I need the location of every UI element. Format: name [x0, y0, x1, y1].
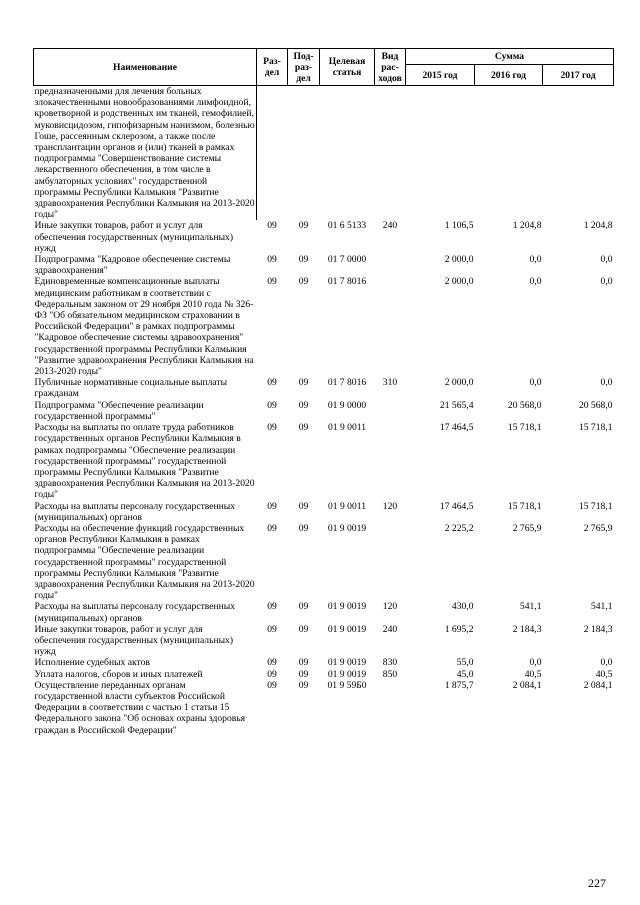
table-row [34, 377, 614, 399]
row-vid [375, 86, 406, 221]
row-target: 01 9 0019 [327, 668, 367, 680]
row-razdel: 09 [267, 500, 277, 512]
table-row [34, 657, 614, 668]
row-2016: 1 204,8 [512, 220, 542, 232]
row-razdel: 09 [267, 601, 277, 613]
table-row [34, 220, 614, 254]
row-razdel: 09 [267, 276, 277, 288]
row-podrazdel: 09 [298, 500, 309, 512]
row-podrazdel: 09 [298, 276, 309, 288]
row-2016: 2 765,9 [512, 522, 542, 534]
row-2017: 40,5 [595, 668, 613, 680]
row-target: 01 7 8016 [327, 377, 367, 389]
row-podrazdel: 09 [298, 377, 309, 389]
row-2016: 20 568,0 [507, 399, 542, 411]
row-target: 01 9 0019 [327, 522, 367, 534]
row-target: 01 9 0019 [327, 657, 367, 669]
row-name: Расходы на выплаты персоналу государственных (муниципальных) органов [34, 500, 236, 523]
table-row [34, 400, 614, 422]
row-2016: 40,5 [524, 668, 542, 680]
table-row [34, 624, 614, 658]
row-name: Иные закупки товаров, работ и услуг для обеспечения государственных (муниципальных) нужд [34, 220, 234, 254]
row-2016: 0,0 [529, 377, 542, 389]
row-2015: 45,0 [456, 668, 474, 680]
header-vid: Вид рас-ходов [375, 49, 406, 86]
row-2015: 430,0 [451, 601, 474, 613]
row-name: Расходы на обеспечение функций государственных органов Республики Калмыкия в рамках подпрограммы "Обеспечение реализации государственной программы" государственной программы Республики Калмыкия "Развитие здравоохранения Республики Калмыкия на 2013-2020 годы" [34, 522, 255, 602]
row-2017 [543, 86, 614, 221]
row-vid [375, 680, 406, 736]
row-razdel: 09 [267, 377, 277, 389]
row-target: 01 7 8016 [327, 276, 367, 288]
row-2015: 21 565,4 [439, 399, 474, 411]
table-row [34, 276, 614, 377]
row-2017: 1 204,8 [583, 220, 613, 232]
row-name: Осуществление переданных органам государственной власти субъектов Российской Федерации в соответствии с частью 1 статьи 15 Федерального закона "Об основах охраны здоровья граждан в Российской Федерации" [34, 679, 246, 736]
row-razdel: 09 [267, 522, 277, 534]
row-name: Публичные нормативные социальные выплаты гражданам [34, 377, 228, 400]
page-number: 227 [588, 876, 606, 890]
row-vid [375, 523, 406, 601]
table-row [34, 254, 614, 276]
row-2015: 55,0 [456, 657, 474, 669]
table-row [34, 669, 614, 680]
header-name: Наименование [34, 49, 257, 86]
row-2015: 17 464,5 [439, 500, 474, 512]
row-2016: 15 718,1 [507, 500, 542, 512]
row-2015: 2 000,0 [444, 377, 474, 389]
row-podrazdel: 09 [298, 422, 309, 434]
row-2016: 0,0 [529, 276, 542, 288]
row-2016: 2 184,3 [512, 623, 542, 635]
row-2017: 0,0 [600, 276, 613, 288]
row-2017: 541,1 [590, 601, 613, 613]
row-name: Подпрограмма "Обеспечение реализации государственной программы" [34, 399, 204, 422]
row-2016: 15 718,1 [507, 422, 542, 434]
header-2015: 2015 год [406, 65, 475, 86]
row-2017: 0,0 [600, 657, 613, 669]
row-2017: 15 718,1 [578, 500, 613, 512]
row-razdel: 09 [267, 422, 277, 434]
row-razdel: 09 [267, 220, 277, 232]
row-vid: 830 [382, 657, 398, 669]
row-target: 01 9 0019 [327, 601, 367, 613]
row-target: 01 9 0000 [327, 399, 367, 411]
table-row [34, 501, 614, 523]
row-2016: 2 084,1 [512, 679, 542, 691]
row-razdel: 09 [267, 679, 277, 691]
row-vid [375, 400, 406, 422]
row-razdel: 09 [267, 657, 277, 669]
row-razdel: 09 [267, 623, 277, 635]
row-2017: 2 184,3 [583, 623, 613, 635]
row-name: предназначенными для лечения больных злокачественными новообразованиями лимфоидной, кроветворной и родственных им тканей, гемофилией, муковисцидозом, гипофизарным нанизмом, болезнью Гоше, рассеянным склерозом, а также после трансплантации органов и (или) тканей в рамках подпрограммы "Совершенствование системы лекарственного обеспечения, в том числе в амбулаторных условиях" государственной программы Республики Калмыкия "Развитие здравоохранения Республики Калмыкия на 2013-2020 годы" [34, 86, 255, 221]
row-vid: 120 [382, 601, 398, 613]
row-name: Иные закупки товаров, работ и услуг для обеспечения государственных (муниципальных) нужд [34, 623, 234, 658]
row-2015: 1 875,7 [444, 679, 474, 691]
row-2015 [406, 86, 475, 221]
row-target: 01 9 0011 [327, 422, 367, 434]
budget-table [33, 48, 614, 736]
row-vid [375, 276, 406, 377]
row-2015: 1 106,5 [444, 220, 474, 232]
row-podrazdel: 09 [298, 522, 309, 534]
row-podrazdel: 09 [298, 623, 309, 635]
table-row [34, 523, 614, 601]
row-name: Исполнение судебных актов [34, 657, 150, 669]
row-vid [375, 422, 406, 500]
row-2017: 15 718,1 [578, 422, 613, 434]
row-podrazdel: 09 [298, 601, 309, 613]
header-2017: 2017 год [543, 65, 614, 86]
row-target: 01 9 0019 [327, 623, 367, 635]
header-razdel: Раз-дел [257, 49, 288, 86]
row-razdel [257, 86, 288, 221]
row-razdel: 09 [267, 254, 277, 266]
row-vid: 240 [382, 220, 398, 232]
row-target: 01 9 59Б0 [327, 679, 367, 691]
header-2016: 2016 год [475, 65, 543, 86]
row-razdel: 09 [267, 668, 277, 680]
row-podrazdel: 09 [298, 254, 309, 266]
row-2017: 0,0 [600, 377, 613, 389]
row-target: 01 6 5133 [327, 220, 367, 232]
row-2016 [475, 86, 543, 221]
row-2015: 2 000,0 [444, 276, 474, 288]
row-2017: 20 568,0 [578, 399, 613, 411]
row-2017: 2 765,9 [583, 522, 613, 534]
row-vid: 120 [382, 500, 398, 512]
table-row [34, 601, 614, 623]
row-name: Расходы на выплаты персоналу государственных (муниципальных) органов [34, 601, 236, 624]
row-2016: 541,1 [519, 601, 542, 613]
row-vid: 240 [382, 623, 398, 635]
row-podrazdel [288, 86, 320, 221]
row-target: 01 7 0000 [327, 254, 367, 266]
row-name: Расходы на выплаты по оплате труда работников государственных органов Республики Калмыкия в рамках подпрограммы "Обеспечение реализации государственной программы" государственной программы Республики Калмыкия "Развитие здравоохранения Республики Калмыкия на 2013-2020 годы" [34, 422, 255, 501]
row-podrazdel: 09 [298, 399, 309, 411]
row-target: 01 9 0011 [327, 500, 367, 512]
row-name: Уплата налогов, сборов и иных платежей [34, 668, 203, 680]
row-podrazdel: 09 [298, 668, 309, 680]
row-2017: 0,0 [600, 254, 613, 266]
table-row [34, 680, 614, 736]
row-2015: 17 464,5 [439, 422, 474, 434]
row-target [320, 86, 375, 221]
header-podrazdel: Под-раз-дел [288, 49, 320, 86]
row-2016: 0,0 [529, 657, 542, 669]
header-target: Целевая статья [320, 49, 375, 86]
row-name: Единовременные компенсационные выплаты медицинским работникам в соответствии с Федеральным законом от 29 ноября 2010 года № 326-ФЗ "Об обязательном медицинском страховании в Российской Федерации" в рамках подпрограммы "Кадровое обеспечение системы здравоохранения" государственной программы Республики Калмыкия "Развитие здравоохранения Республики Калмыкия на 2013-2020 годы" [34, 276, 254, 378]
row-2015: 2 000,0 [444, 254, 474, 266]
row-vid [375, 254, 406, 276]
header-sum: Сумма [406, 49, 614, 65]
table-row [34, 422, 614, 500]
row-vid: 310 [382, 377, 398, 389]
row-razdel: 09 [267, 399, 277, 411]
row-vid: 850 [382, 668, 398, 680]
row-2016: 0,0 [529, 254, 542, 266]
row-podrazdel: 09 [298, 657, 309, 669]
table-row [34, 86, 614, 221]
row-name: Подпрограмма "Кадровое обеспечение системы здравоохранения" [34, 254, 231, 277]
row-podrazdel: 09 [298, 679, 309, 691]
row-podrazdel: 09 [298, 220, 309, 232]
row-2015: 1 695,2 [444, 623, 474, 635]
row-2017: 2 084,1 [583, 679, 613, 691]
row-2015: 2 225,2 [444, 522, 474, 534]
table-header [34, 49, 614, 86]
